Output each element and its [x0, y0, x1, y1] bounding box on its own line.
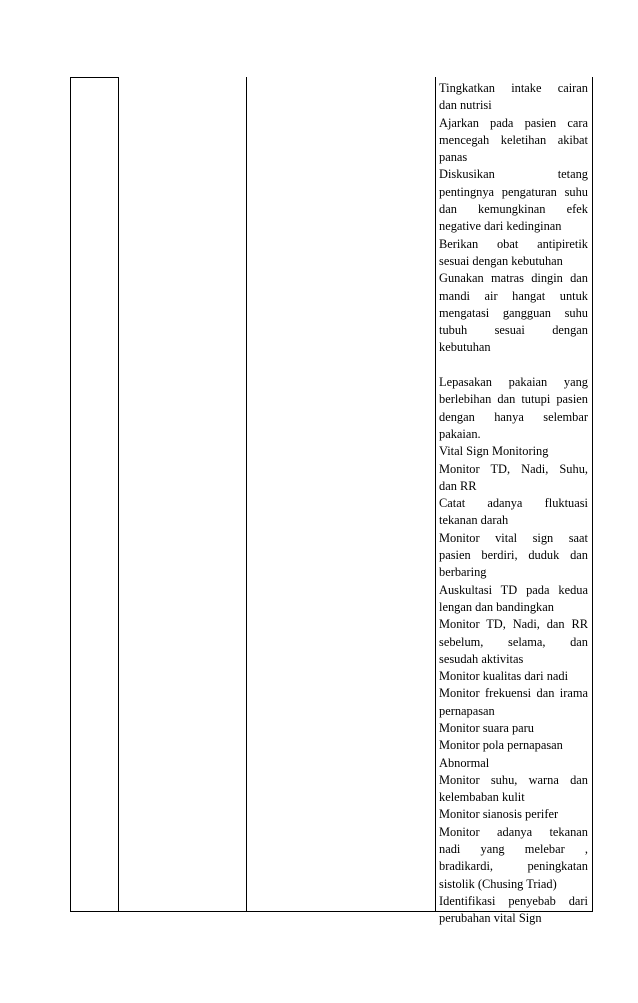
intervention-line: Monitor TD, Nadi, Suhu, — [439, 461, 588, 476]
column-divider-3 — [435, 77, 436, 911]
intervention-line: dan nutrisi — [439, 98, 492, 113]
intervention-line: kebutuhan — [439, 340, 491, 355]
intervention-line: mencegah keletihan akibat — [439, 132, 588, 147]
intervention-line: pasien berdiri, duduk dan — [439, 548, 588, 563]
intervention-line: sebelum, selama, dan — [439, 634, 588, 649]
intervention-line: Monitor suara paru — [439, 720, 534, 735]
intervention-line: Monitor frekuensi dan irama — [439, 686, 588, 701]
intervention-line: Identifikasi penyebab dari — [439, 893, 588, 908]
intervention-item — [439, 772, 588, 807]
intervention-line: negative dari kedinginan — [439, 219, 562, 234]
intervention-line: mengatasi gangguan suhu — [439, 305, 588, 320]
intervention-line: tubuh sesuai dengan — [439, 323, 588, 338]
intervention-item — [439, 806, 588, 823]
intervention-line: Catat adanya fluktuasi — [439, 496, 588, 511]
intervention-item — [439, 582, 588, 617]
intervention-line: berlebihan dan tutupi pasien — [439, 392, 588, 407]
intervention-item — [439, 530, 588, 582]
intervention-line: bradikardi, peningkatan — [439, 859, 588, 874]
intervention-line: sistolik (Chusing Triad) — [439, 876, 557, 891]
intervention-item — [439, 461, 588, 496]
intervention-line: Monitor vital sign saat — [439, 530, 588, 545]
intervention-item — [439, 115, 588, 167]
intervention-line: kelembaban kulit — [439, 790, 525, 805]
intervention-line: Monitor pola pernapasan — [439, 738, 563, 753]
intervention-line: perubahan vital Sign — [439, 911, 542, 926]
intervention-line: lengan dan bandingkan — [439, 599, 554, 614]
intervention-line: tekanan darah — [439, 513, 509, 528]
intervention-line: Diskusikan tetang — [439, 167, 588, 182]
intervention-item — [439, 668, 588, 685]
intervention-line: Vital Sign Monitoring — [439, 444, 549, 459]
nursing-care-table — [70, 77, 593, 926]
intervention-line: panas — [439, 150, 468, 165]
interventions-column — [439, 80, 588, 928]
intervention-line: Monitor adanya tekanan — [439, 824, 588, 839]
intervention-line: sesudah aktivitas — [439, 651, 524, 666]
intervention-item — [439, 893, 588, 928]
intervention-item — [439, 720, 588, 737]
intervention-line: Abnormal — [439, 755, 490, 770]
intervention-line: dan kemungkinan efek — [439, 202, 588, 217]
intervention-item — [439, 270, 588, 356]
paragraph-spacer — [439, 357, 588, 374]
intervention-line: pentingnya pengaturan suhu — [439, 184, 588, 199]
intervention-item — [439, 824, 588, 893]
intervention-line: Monitor kualitas dari nadi — [439, 669, 569, 684]
intervention-item — [439, 80, 588, 115]
intervention-item — [439, 236, 588, 271]
intervention-item — [439, 443, 588, 460]
intervention-line: dan RR — [439, 478, 477, 493]
column-divider-2 — [246, 77, 247, 911]
intervention-item — [439, 737, 588, 772]
intervention-line: mandi air hangat untuk — [439, 288, 588, 303]
intervention-line: dengan hanya selembar — [439, 409, 588, 424]
intervention-line: Monitor sianosis perifer — [439, 807, 559, 822]
intervention-line: Monitor suhu, warna dan — [439, 772, 588, 787]
intervention-item — [439, 166, 588, 235]
intervention-line: nadi yang melebar , — [439, 842, 588, 857]
intervention-line: Ajarkan pada pasien cara — [439, 115, 588, 130]
intervention-line: Tingkatkan intake cairan — [439, 81, 588, 95]
intervention-line: berbaring — [439, 565, 487, 580]
intervention-item — [439, 685, 588, 720]
table-top-border-col1 — [71, 77, 118, 78]
intervention-line: pernapasan — [439, 703, 495, 718]
intervention-line: Gunakan matras dingin dan — [439, 271, 588, 286]
column-divider-1 — [118, 77, 119, 911]
intervention-item — [439, 616, 588, 668]
intervention-line: Lepasakan pakaian yang — [439, 375, 588, 390]
intervention-item — [439, 357, 588, 443]
intervention-line: Auskultasi TD pada kedua — [439, 582, 588, 597]
intervention-line: sesuai dengan kebutuhan — [439, 253, 563, 268]
intervention-item — [439, 495, 588, 530]
intervention-line: pakaian. — [439, 426, 481, 441]
intervention-line: Berikan obat antipiretik — [439, 236, 588, 251]
intervention-line: Monitor TD, Nadi, dan RR — [439, 617, 588, 632]
